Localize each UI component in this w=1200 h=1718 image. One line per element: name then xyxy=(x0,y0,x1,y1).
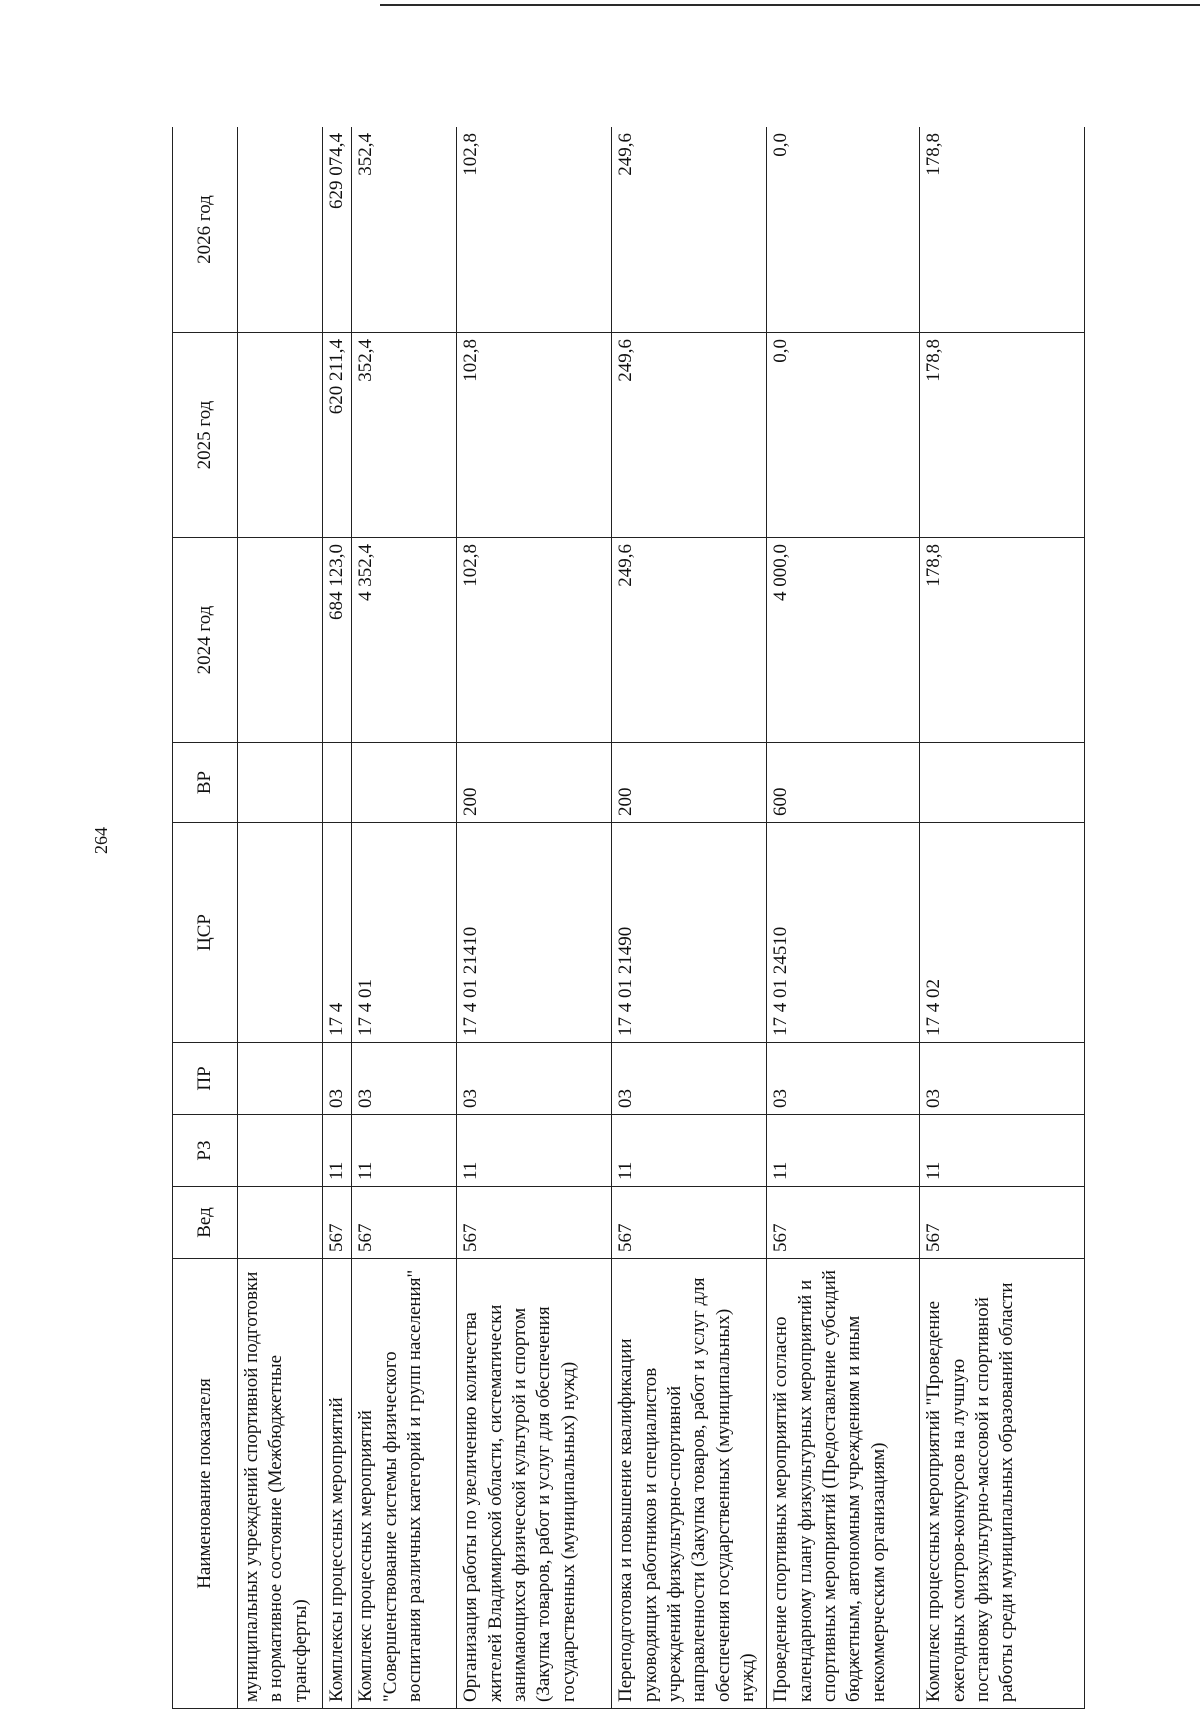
top-rule xyxy=(380,4,1200,6)
cell-name: Комплекс процессных мероприятий "Совершенствование системы физического воспитания различных категорий и групп населения" xyxy=(352,1259,457,1709)
cell-pr: 03 xyxy=(457,1043,612,1115)
budget-table xyxy=(172,127,1085,1709)
cell-2024 xyxy=(238,538,323,743)
cell-vr xyxy=(238,743,323,823)
table-row xyxy=(323,127,352,1709)
cell-rz: 11 xyxy=(612,1115,767,1187)
cell-name: Организация работы по увеличению количества жителей Владимирской области, систематически занимающихся физической культурой и спортом (Закупка товаров, работ и услуг для обеспечения государственных (муниципальных) нужд) xyxy=(457,1259,612,1709)
cell-2026: 0,0 xyxy=(767,127,920,333)
cell-2025 xyxy=(238,333,323,538)
cell-2026: 102,8 xyxy=(457,127,612,333)
cell-2026: 249,6 xyxy=(612,127,767,333)
header-2025: 2025 год xyxy=(173,333,238,538)
cell-vr: 200 xyxy=(612,743,767,823)
cell-ved: 567 xyxy=(323,1187,352,1259)
cell-vr xyxy=(920,743,1085,823)
cell-2024: 178,8 xyxy=(920,538,1085,743)
cell-csr: 17 4 01 21490 xyxy=(612,823,767,1043)
table-row xyxy=(920,127,1085,1709)
table-row xyxy=(238,127,323,1709)
cell-vr: 600 xyxy=(767,743,920,823)
cell-vr: 200 xyxy=(457,743,612,823)
header-pr: ПР xyxy=(173,1043,238,1115)
cell-2025: 620 211,4 xyxy=(323,333,352,538)
cell-rz xyxy=(238,1115,323,1187)
header-2026: 2026 год xyxy=(173,127,238,333)
cell-2024: 684 123,0 xyxy=(323,538,352,743)
cell-ved: 567 xyxy=(457,1187,612,1259)
cell-pr: 03 xyxy=(612,1043,767,1115)
cell-vr xyxy=(323,743,352,823)
cell-csr: 17 4 01 24510 xyxy=(767,823,920,1043)
cell-rz: 11 xyxy=(352,1115,457,1187)
cell-ved: 567 xyxy=(612,1187,767,1259)
header-rz: РЗ xyxy=(173,1115,238,1187)
cell-pr: 03 xyxy=(767,1043,920,1115)
cell-2025: 352,4 xyxy=(352,333,457,538)
cell-vr xyxy=(352,743,457,823)
cell-2025: 249,6 xyxy=(612,333,767,538)
cell-2026: 629 074,4 xyxy=(323,127,352,333)
cell-name: Переподготовка и повышение квалификации руководящих работников и специалистов учреждений физкультурно-спортивной направленности (Закупка товаров, работ и услуг для обеспечения государственных (муниципальных) нужд) xyxy=(612,1259,767,1709)
table-row xyxy=(352,127,457,1709)
table-row xyxy=(457,127,612,1709)
cell-2024: 4 000,0 xyxy=(767,538,920,743)
header-name: Наименование показателя xyxy=(173,1259,238,1709)
cell-2026: 178,8 xyxy=(920,127,1085,333)
rotated-table-container xyxy=(172,127,1187,1709)
cell-rz: 11 xyxy=(920,1115,1085,1187)
cell-csr: 17 4 01 21410 xyxy=(457,823,612,1043)
cell-2026 xyxy=(238,127,323,333)
cell-pr: 03 xyxy=(352,1043,457,1115)
table-header-row xyxy=(173,127,238,1709)
table-row xyxy=(612,127,767,1709)
cell-2024: 102,8 xyxy=(457,538,612,743)
cell-csr: 17 4 xyxy=(323,823,352,1043)
cell-name: Проведение спортивных мероприятий согласно календарному плану физкультурных мероприятий и спортивных мероприятий (Предоставление субсидий бюджетным, автономным учреждениям и иным некоммерческим организациям) xyxy=(767,1259,920,1709)
table-row xyxy=(767,127,920,1709)
cell-rz: 11 xyxy=(457,1115,612,1187)
cell-2025: 0,0 xyxy=(767,333,920,538)
cell-rz: 11 xyxy=(323,1115,352,1187)
cell-ved: 567 xyxy=(352,1187,457,1259)
cell-csr: 17 4 02 xyxy=(920,823,1085,1043)
header-vr: ВР xyxy=(173,743,238,823)
cell-pr xyxy=(238,1043,323,1115)
header-2024: 2024 год xyxy=(173,538,238,743)
cell-rz: 11 xyxy=(767,1115,920,1187)
page-number: 264 xyxy=(91,827,111,854)
cell-2025: 102,8 xyxy=(457,333,612,538)
cell-2024: 4 352,4 xyxy=(352,538,457,743)
cell-2024: 249,6 xyxy=(612,538,767,743)
cell-ved xyxy=(238,1187,323,1259)
cell-name: муниципальных учреждений спортивной подготовки в нормативное состояние (Межбюджетные трансферты) xyxy=(238,1259,323,1709)
table-viewport xyxy=(172,127,1187,1709)
cell-csr: 17 4 01 xyxy=(352,823,457,1043)
header-ved: Вед xyxy=(173,1187,238,1259)
cell-ved: 567 xyxy=(920,1187,1085,1259)
cell-pr: 03 xyxy=(920,1043,1085,1115)
cell-2025: 178,8 xyxy=(920,333,1085,538)
cell-name: Комплексы процессных мероприятий xyxy=(323,1259,352,1709)
header-csr: ЦСР xyxy=(173,823,238,1043)
cell-pr: 03 xyxy=(323,1043,352,1115)
cell-2026: 352,4 xyxy=(352,127,457,333)
cell-name: Комплекс процессных мероприятий "Проведение ежегодных смотров-конкурсов на лучшую постановку физкультурно-массовой и спортивной работы среди муниципальных образований области xyxy=(920,1259,1085,1709)
cell-ved: 567 xyxy=(767,1187,920,1259)
cell-csr xyxy=(238,823,323,1043)
